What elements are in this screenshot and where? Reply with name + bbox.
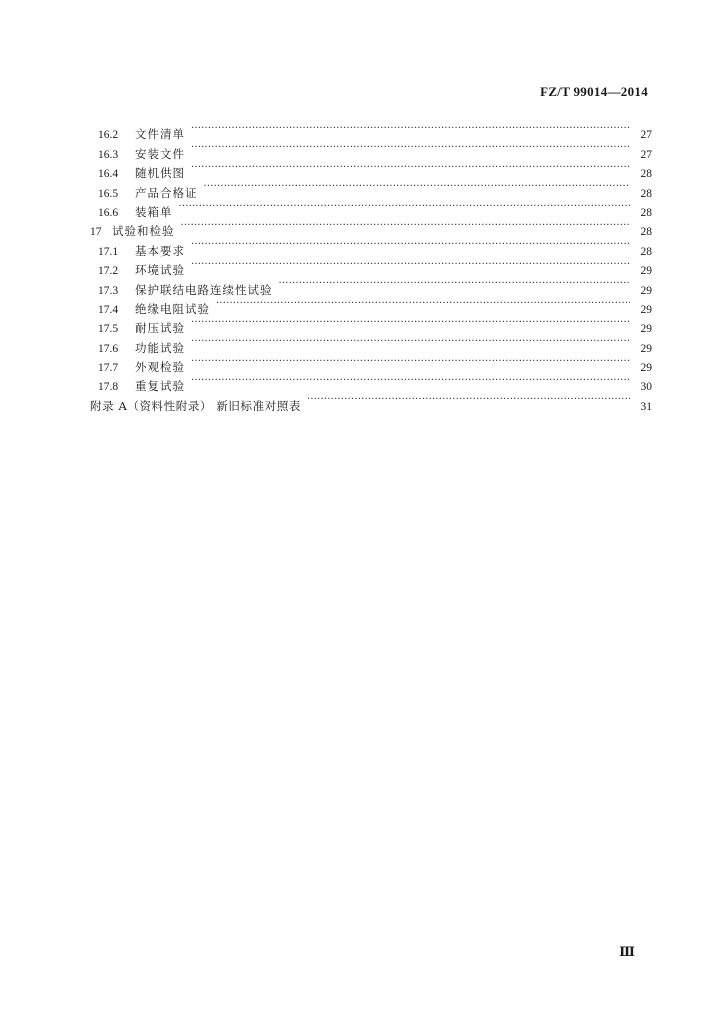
toc-entry-number: 16.4 <box>98 168 119 181</box>
toc-entry-page: 28 <box>640 168 652 181</box>
toc-entry-title: 外观检验 <box>135 360 185 375</box>
toc-entry-number: 17.6 <box>98 342 119 355</box>
toc-entry-number: 17.2 <box>98 265 119 278</box>
toc-entry-title: 随机供图 <box>135 166 185 181</box>
toc-entry-number: 17.5 <box>98 323 119 336</box>
toc-entry-number: 17 <box>90 226 102 239</box>
toc-entry-title: 耐压试验 <box>135 321 185 336</box>
toc-entry-number: 17.7 <box>98 362 119 375</box>
toc-entry-page: 31 <box>640 400 652 413</box>
toc-entry-page: 29 <box>640 265 652 278</box>
toc-entry-page: 29 <box>640 342 652 355</box>
toc-entry-number: 16.2 <box>98 129 119 142</box>
toc-entry-title: 安装文件 <box>135 146 185 161</box>
toc-entry-title: 文件清单 <box>135 127 185 142</box>
page-number: Ⅲ <box>619 944 635 959</box>
toc-leader-dots <box>191 235 630 254</box>
toc-leader-dots <box>179 197 631 216</box>
toc-entry-number: 16.5 <box>98 187 119 200</box>
toc-entry-number: 17.8 <box>98 381 119 394</box>
toc-leader-dots <box>204 177 631 196</box>
toc-entry-title: 装箱单 <box>135 204 173 219</box>
standard-number: FZ/T 99014—2014 <box>540 84 648 99</box>
toc-leader-dots <box>191 255 630 274</box>
toc-entry-page: 28 <box>640 206 652 219</box>
toc-entry-title: 附录 A（资料性附录） 新旧标准对照表 <box>90 398 302 413</box>
toc-entry-page: 28 <box>640 187 652 200</box>
toc-entry-page: 29 <box>640 303 652 316</box>
toc-entry-number: 16.3 <box>98 148 119 161</box>
toc-leader-dots <box>191 119 630 138</box>
table-of-contents <box>90 119 652 413</box>
toc-entry-page: 29 <box>640 362 652 375</box>
toc-entry-number: 16.6 <box>98 206 119 219</box>
toc-leader-dots <box>191 371 630 390</box>
toc-entry-page: 29 <box>640 323 652 336</box>
toc-entry-title: 试验和检验 <box>112 224 175 239</box>
toc-entry-title: 绝缘电阻试验 <box>135 301 210 316</box>
toc-entry-16-2[interactable] <box>90 119 652 142</box>
toc-entry-number: 17.3 <box>98 284 119 297</box>
toc-leader-dots <box>216 294 630 313</box>
toc-entry-page: 27 <box>640 148 652 161</box>
toc-leader-dots <box>191 158 630 177</box>
toc-entry-title: 功能试验 <box>135 340 185 355</box>
toc-entry-title: 产品合格证 <box>135 185 198 200</box>
toc-entry-page: 29 <box>640 284 652 297</box>
toc-entry-title: 重复试验 <box>135 379 185 394</box>
toc-entry-page: 30 <box>640 381 652 394</box>
toc-leader-dots <box>181 216 631 235</box>
toc-entry-page: 27 <box>640 129 652 142</box>
toc-entry-title: 环境试验 <box>135 263 185 278</box>
toc-entry-title: 保护联结电路连续性试验 <box>135 282 273 297</box>
toc-entry-page: 28 <box>640 226 652 239</box>
toc-entry-title: 基本要求 <box>135 243 185 258</box>
toc-leader-dots <box>191 313 630 332</box>
toc-entry-page: 28 <box>640 245 652 258</box>
toc-entry-number: 17.1 <box>98 245 119 258</box>
toc-leader-dots <box>191 138 630 157</box>
toc-leader-dots <box>191 332 630 351</box>
toc-entry-number: 17.4 <box>98 303 119 316</box>
toc-leader-dots <box>191 352 630 371</box>
toc-leader-dots <box>307 390 630 409</box>
toc-leader-dots <box>279 274 631 293</box>
